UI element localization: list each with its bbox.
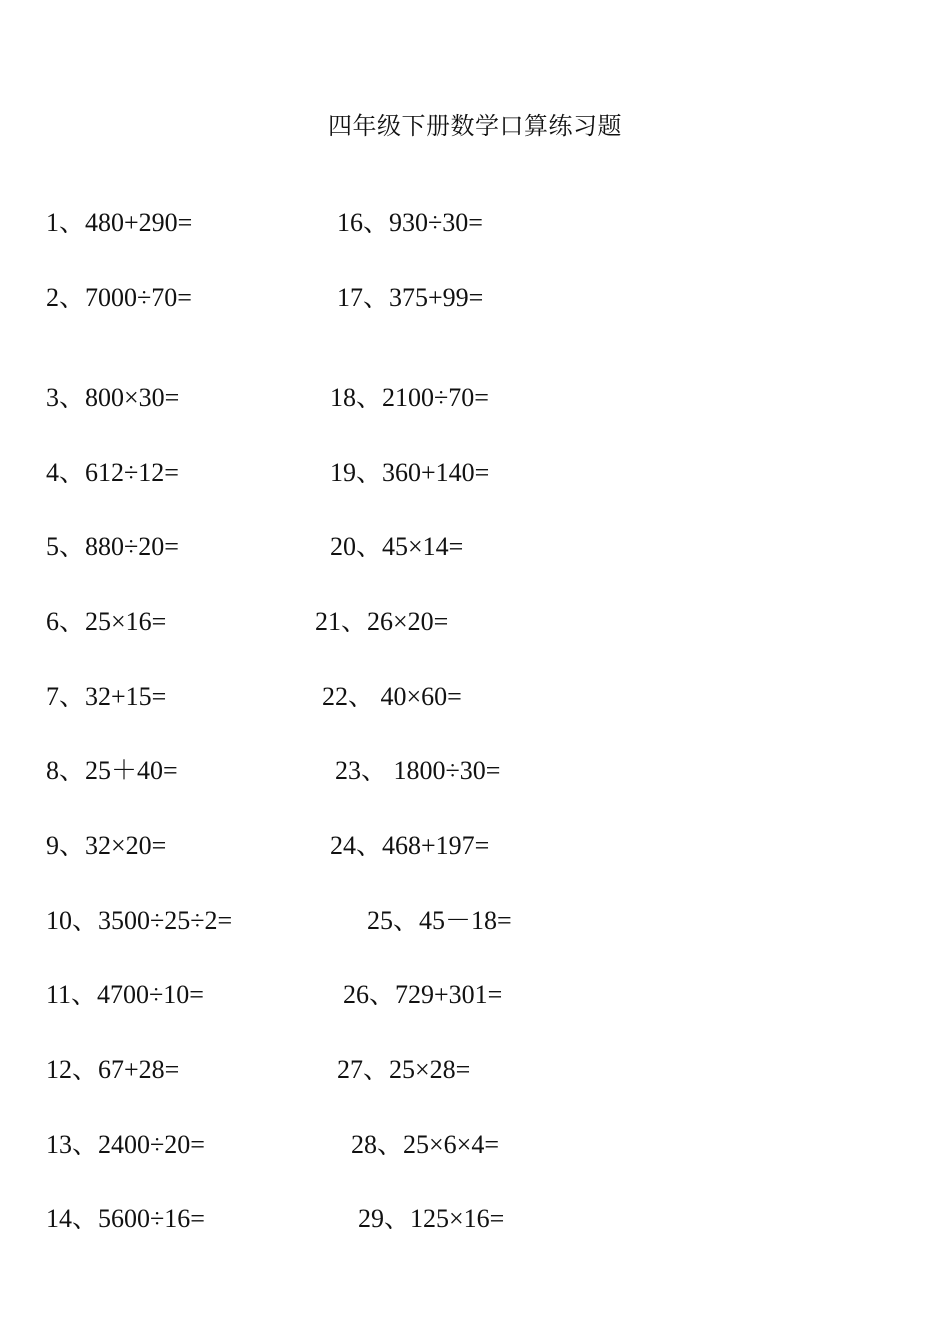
problem-right: 29、125×16=	[358, 1204, 505, 1233]
problem-left: 6、25×16=	[46, 607, 167, 636]
problem-left: 4、612÷12=	[46, 458, 179, 487]
problem-right: 17、375+99=	[337, 283, 484, 312]
problem-left: 7、32+15=	[46, 682, 167, 711]
problem-left: 1、480+290=	[46, 208, 193, 237]
problem-right: 24、468+197=	[330, 831, 490, 860]
problem-right: 23、 1800÷30=	[335, 756, 501, 785]
problem-right: 20、45×14=	[330, 532, 464, 561]
problem-right: 16、930÷30=	[337, 208, 483, 237]
problem-right: 19、360+140=	[330, 458, 490, 487]
problem-left: 13、2400÷20=	[46, 1130, 205, 1159]
problem-left: 12、67+28=	[46, 1055, 180, 1084]
problem-right: 27、25×28=	[337, 1055, 471, 1084]
problem-right: 26、729+301=	[343, 980, 503, 1009]
problem-right: 28、25×6×4=	[351, 1130, 499, 1159]
page-title: 四年级下册数学口算练习题	[328, 114, 622, 140]
problem-left: 8、25＋40=	[46, 756, 178, 785]
problem-left: 11、4700÷10=	[46, 980, 204, 1009]
problem-right: 25、45－18=	[367, 906, 512, 935]
problem-left: 3、800×30=	[46, 383, 180, 412]
problem-left: 9、32×20=	[46, 831, 167, 860]
problem-left: 14、5600÷16=	[46, 1204, 205, 1233]
problem-right: 18、2100÷70=	[330, 383, 489, 412]
problem-right: 22、 40×60=	[322, 682, 462, 711]
problem-left: 2、7000÷70=	[46, 283, 192, 312]
problem-left: 5、880÷20=	[46, 532, 179, 561]
problem-right: 21、26×20=	[315, 607, 449, 636]
problem-left: 10、3500÷25÷2=	[46, 906, 233, 935]
